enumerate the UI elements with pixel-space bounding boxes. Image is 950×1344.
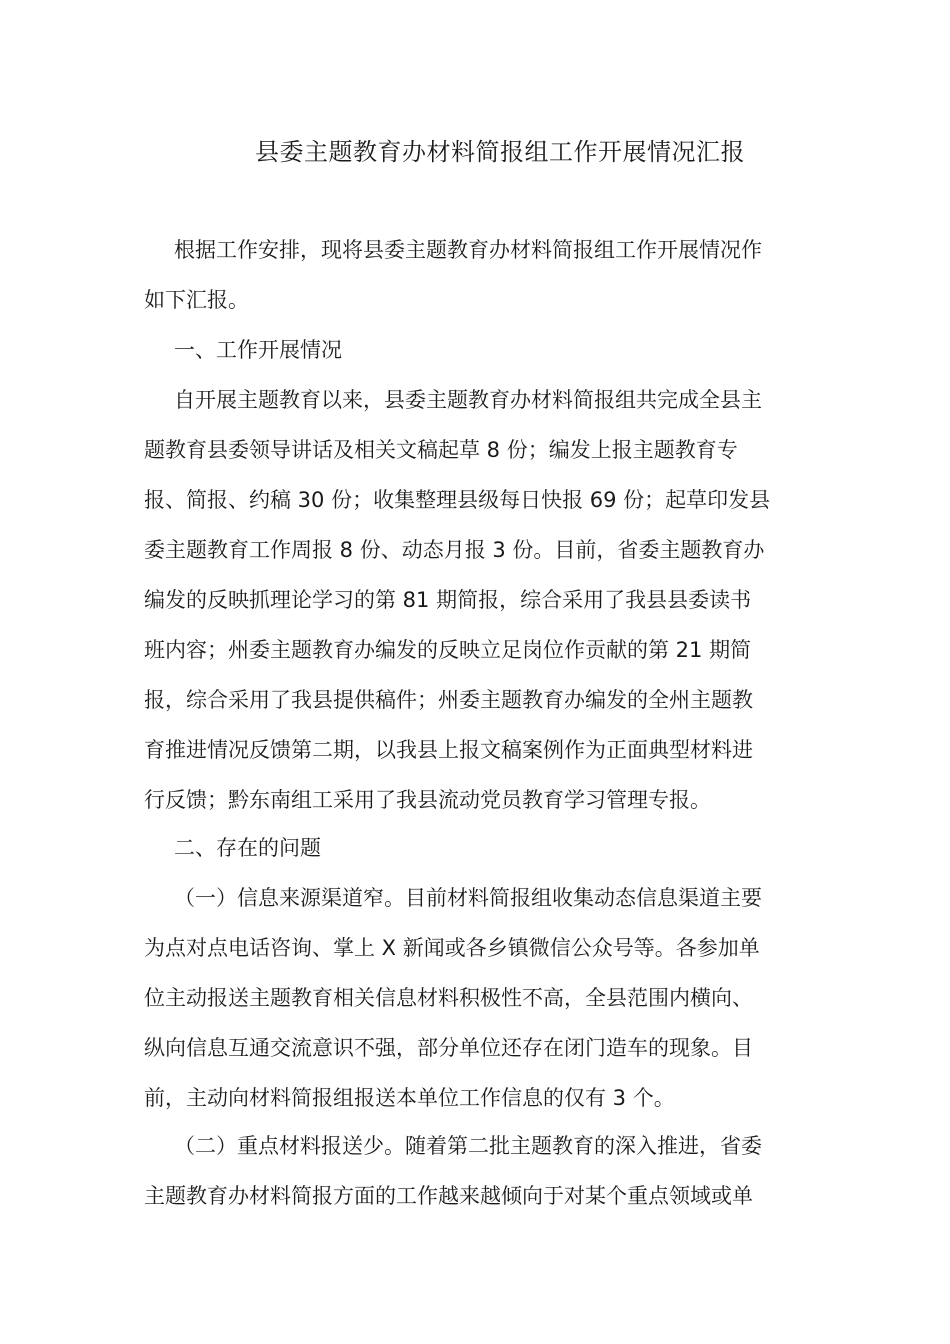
paragraph-line: 主题教育办材料简报方面的工作越来越倾向于对某个重点领域或单	[144, 1184, 753, 1208]
document-title: 县委主题教育办材料简报组工作开展情况汇报	[255, 138, 745, 166]
paragraph-line: 题教育县委领导讲话及相关文稿起草 8 份；编发上报主题教育专	[144, 438, 738, 462]
paragraph-line: 报、简报、约稿 30 份；收集整理县级每日快报 69 份；起草印发县	[144, 488, 771, 512]
paragraph-line: 自开展主题教育以来，县委主题教育办材料简报组共完成全县主	[174, 388, 762, 412]
paragraph-line: 编发的反映抓理论学习的第 81 期简报，综合采用了我县县委读书	[144, 588, 752, 612]
paragraph-line: （一）信息来源渠道窄。目前材料简报组收集动态信息渠道主要	[174, 886, 762, 910]
paragraph-line: 为点对点电话咨询、掌上 X 新闻或各乡镇微信公众号等。各参加单	[144, 936, 760, 960]
paragraph-line: 纵向信息互通交流意识不强，部分单位还存在闭门造车的现象。目	[144, 1036, 753, 1060]
paragraph-line: 班内容；州委主题教育办编发的反映立足岗位作贡献的第 21 期简	[144, 638, 752, 662]
paragraph-line: 位主动报送主题教育相关信息材料积极性不高，全县范围内横向、	[144, 986, 753, 1010]
paragraph-line: 行反馈；黔东南组工采用了我县流动党员教育学习管理专报。	[144, 788, 711, 812]
paragraph-line: 报，综合采用了我县提供稿件；州委主题教育办编发的全州主题教	[144, 688, 753, 712]
paragraph-line: 委主题教育工作周报 8 份、动态月报 3 份。目前，省委主题教育办	[144, 538, 765, 562]
paragraph-line: 根据工作安排，现将县委主题教育办材料简报组工作开展情况作	[174, 238, 762, 262]
paragraph-line: 如下汇报。	[144, 288, 249, 312]
paragraph-line: （二）重点材料报送少。随着第二批主题教育的深入推进，省委	[174, 1134, 762, 1158]
section-heading: 二、存在的问题	[174, 836, 321, 860]
section-heading: 一、工作开展情况	[174, 338, 342, 362]
paragraph-line: 育推进情况反馈第二期，以我县上报文稿案例作为正面典型材料进	[144, 738, 753, 762]
paragraph-line: 前，主动向材料简报组报送本单位工作信息的仅有 3 个。	[144, 1086, 675, 1110]
